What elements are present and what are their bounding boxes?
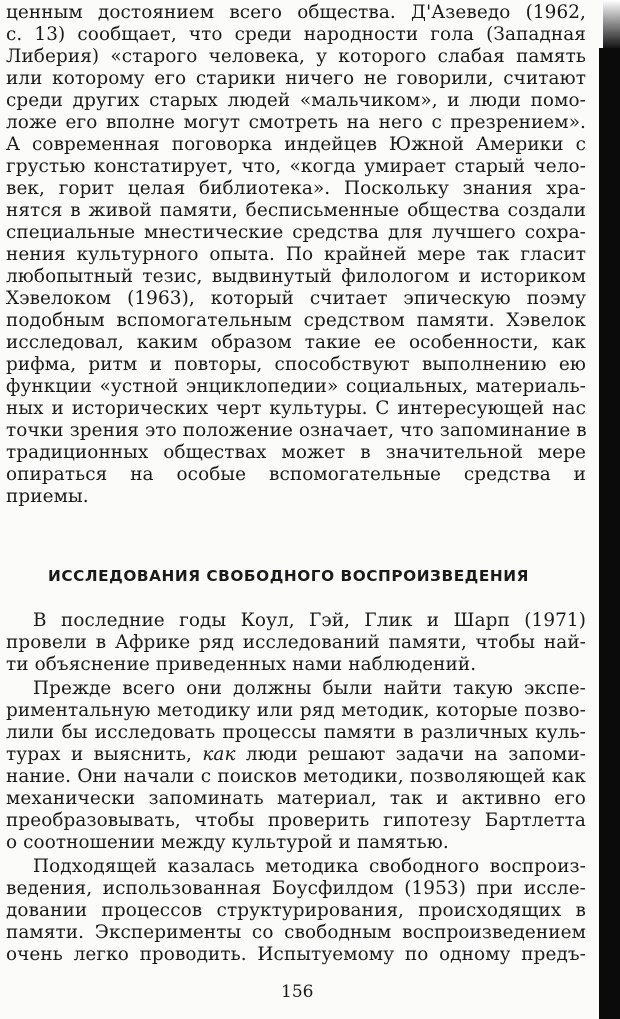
text-line: с. 13) сообщает, что среди народности гола (Западная xyxy=(6,24,586,45)
section-heading: ИССЛЕДОВАНИЯ СВОБОДНОГО ВОСПРОИЗВЕДЕНИЯ xyxy=(48,567,529,585)
emphasized-word: как xyxy=(202,744,236,765)
scan-edge-top xyxy=(603,0,620,50)
text-line: функции «устной энциклопедии» социальных, материаль- xyxy=(6,376,586,397)
text-line: ти объяснение приведенных нами наблюдений. xyxy=(6,654,477,675)
text-line: ведения, использованная Боусфилдом (1953) при иссле- xyxy=(6,878,586,899)
text-line: исследовал, каким образом такие ее особенности, как xyxy=(6,332,586,353)
text-line: любопытный тезис, выдвинутый филологом и историком xyxy=(6,266,586,287)
text-line: риментальную методику или ряд методик, которые позво- xyxy=(6,700,586,721)
text-line: преобразовывать, чтобы проверить гипотезу Бартлетта xyxy=(6,810,586,831)
text-line: опираться на особые вспомогательные средства и xyxy=(6,464,586,485)
text-line: ных и исторических черт культуры. С интересующей нас xyxy=(6,398,586,419)
text-line: нание. Они начали с поисков методики, позволяющей как xyxy=(6,766,586,787)
text-line: подобным вспомогательным средством памяти. Хэвелок xyxy=(6,310,586,331)
page-number: 156 xyxy=(281,982,314,1002)
text-line: традиционных обществах может в значительной мере xyxy=(6,442,586,463)
text-line: специальные мнестические средства для лучшего сохра- xyxy=(6,222,586,243)
text-line: провели в Африке ряд исследований памяти, чтобы най- xyxy=(6,632,586,653)
text-line: приемы. xyxy=(6,486,89,507)
text-line: Хэвелоком (1963), который считает эпическую поэму xyxy=(6,288,586,309)
text-line: довании процессов структурирования, происходящих в xyxy=(6,900,586,921)
text-line: рифма, ритм и повторы, способствуют выполнению ею xyxy=(6,354,586,375)
text-line: точки зрения это положение означает, что запоминание в xyxy=(6,420,587,441)
text-line: Прежде всего они должны были найти такую экспе- xyxy=(33,678,586,699)
text-segment: турах и выяснить, xyxy=(6,744,203,765)
text-line: грустью констатирует, что, «когда умирает старый чело- xyxy=(6,156,586,177)
text-line: о соотношении между культурой и памятью. xyxy=(6,832,449,853)
text-line: В последние годы Коул, Гэй, Глик и Шарп (1971) xyxy=(33,610,586,631)
text-line: механически запоминать материал, так и активно его xyxy=(6,788,586,809)
text-segment: люди решают задачи на запоми- xyxy=(235,744,586,765)
text-line: Либерия) «старого человека, у которого слабая память xyxy=(6,46,586,67)
text-line xyxy=(6,745,586,765)
text-line: или которому его старики ничего не говорили, считают xyxy=(6,68,586,89)
text-line: Подходящей казалась методика свободного воспроиз- xyxy=(33,856,586,877)
text-line: нения культурного опыта. По крайней мере так гласит xyxy=(6,244,586,265)
text-line: очень легко проводить. Испытуемому по одному предъ- xyxy=(6,944,586,965)
scan-edge-shadow xyxy=(599,48,620,1019)
text-line: лили бы исследовать процессы памяти в различных куль- xyxy=(6,722,586,743)
text-line: среди других старых людей «мальчиком», и люди помо- xyxy=(6,90,586,111)
text-line: ценным достоянием всего общества. Д'Азеведо (1962, xyxy=(6,2,586,23)
text-line: ложе его вполне могут смотреть на него с презрением». xyxy=(6,112,586,133)
text-line: памяти. Эксперименты со свободным воспроизведением xyxy=(6,922,586,943)
text-line: нятся в живой памяти, бесписьменные общества создали xyxy=(6,200,586,221)
text-line: А современная поговорка индейцев Южной Америки с xyxy=(6,134,586,155)
text-line: век, горит целая библиотека». Поскольку знания хра- xyxy=(6,178,586,199)
